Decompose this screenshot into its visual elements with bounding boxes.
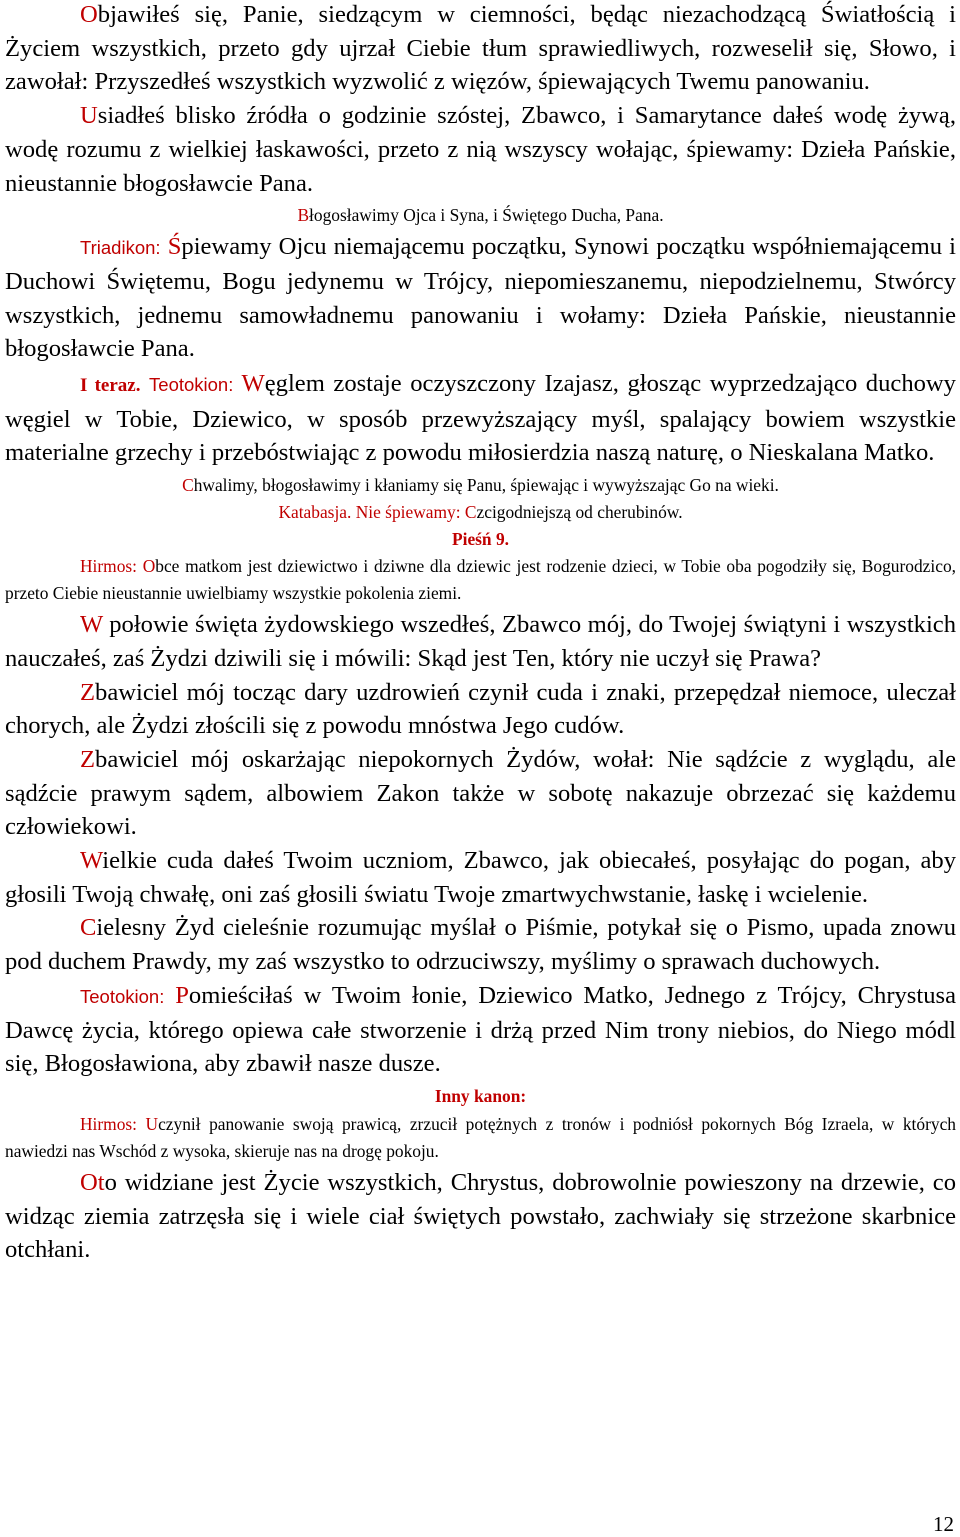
- paragraph-text: piewamy Ojcu niemającemu początku, Synowi początku współniemającemu i Duchowi Świętemu, Bogu jedynemu w Trójcy, niepomieszanemu, niepodzielnemu, Stwórcy wszystkich, jednemu samowładnemu panowaniu i wołamy: Dzieła Pańskie, nieustannie błogosławcie Pana.: [5, 233, 956, 363]
- katabasja-instruction: Nie śpiewamy:: [355, 502, 461, 523]
- initial-letter: Z: [80, 678, 96, 706]
- paragraph-text: połowie święta żydowskiego wszedłeś, Zbawco mój, do Twojej świątyni i wszystkich nauczałeś, zaś Żydzi dziwili się i mówili: Skąd jest Ten, który nie uczył się Prawa?: [5, 611, 956, 672]
- ode-heading: Pieśń 9.: [451, 529, 509, 550]
- paragraph-text: czynił panowanie swoją prawicą, zrzucił potężnych z tronów i podniósł pokornych Bóg Izraela, w których nawiedzi nas Wschód z wysoka, skieruje nas na drogę pokoju.: [5, 1113, 956, 1161]
- i-teraz-label: I teraz.: [80, 375, 141, 397]
- triadikon-paragraph: [5, 230, 956, 366]
- troparion-paragraph: [5, 676, 956, 743]
- katabasja-text: zcigodniejszą od cherubinów.: [476, 502, 683, 523]
- katabasja-line: [5, 499, 956, 526]
- paragraph-text: omieściłaś w Twoim łonie, Dziewico Matko, Jednego z Trójcy, Chrystusa Dawcę życia, którego opiewa całe stworzenie i drżą przed Nim trony niebios, do Niego módl się, Błogosławiona, aby zbawił nasze dusze.: [5, 981, 956, 1078]
- initial-letter: O: [142, 556, 156, 577]
- initial-letter: U: [145, 1113, 159, 1134]
- paragraph-text: bawiciel mój oskarżając niepokornych Żydów, wołał: Nie sądźcie z wyglądu, ale sądźcie prawym sądem, albowiem Zakon także w sobotę nakazuje obrzezać się każdemu człowiekowi.: [5, 745, 956, 841]
- troparion-paragraph: [5, 0, 956, 99]
- theotokion-paragraph: [5, 367, 956, 470]
- initial-letter: Ś: [167, 233, 182, 261]
- paragraph-text: bawiciel mój tocząc dary uzdrowień czynił cuda i znaki, przepędzał niemoce, uleczał chorych, ale Żydzi złościli się z powodu mnóstwa Jego cudów.: [5, 678, 956, 740]
- troparion-paragraph: [5, 844, 956, 911]
- initial-letter: C: [464, 502, 477, 523]
- refrain-text: hwalimy, błogosławimy i kłaniamy się Panu, śpiewając i wywyższając Go na wieki.: [193, 475, 779, 496]
- paragraph-text: siadłeś blisko źródła o godzinie szóstej, Zbawco, i Samarytance dałeś wodę żywą, wodę rozumu z wielkiej łaskawości, przeto z nią wszyscy wołając, śpiewamy: Dzieła Pańskie, nieustannie błogosławcie Pana.: [5, 102, 956, 197]
- initial-letter: C: [182, 475, 194, 496]
- troparion-paragraph: [5, 911, 956, 978]
- paragraph-text: ielkie cuda dałeś Twoim uczniom, Zbawco, jak obiecałeś, posyłając do pogan, aby głosili Twoją chwałę, oni zaś głosili światu Twoje zmartwychwstanie, łaskę i wcielenie.: [5, 847, 956, 908]
- initial-letter: W: [80, 611, 103, 639]
- paragraph-text: bce matkom jest dziewictwo i dziwne dla dziewic jest rodzenie dzieci, w Tobie oba pogodziły się, Bogurodzico, przeto Ciebie nieustannie uwielbiamy wszystkie pokolenia ziemi.: [5, 556, 956, 604]
- paragraph-text: ielesny Żyd cieleśnie rozumując myślał o Piśmie, potykał się o Pismo, upada znowu pod duchem Prawdy, my zaś wszystko to odrzuciwszy, myślimy o sprawach duchowych.: [5, 914, 956, 976]
- document-page: [5, 0, 956, 1267]
- initial-letter: Ot: [80, 1168, 105, 1196]
- triadikon-label: Triadikon:: [80, 237, 161, 259]
- initial-letter: W: [80, 847, 103, 875]
- katabasja-label: Katabasja.: [278, 502, 352, 523]
- paragraph-text: bjawiłeś się, Panie, siedzącym w ciemności, będąc niezachodzącą Światłością i Życiem wszystkich, przeto gdy ujrzał Ciebie tłum sprawiedliwych, rozweselił się, Słowo, i zawołał: Przyszedłeś wszystkich wyzwolić z więzów, śpiewających Twemu panowaniu.: [5, 1, 956, 96]
- theotokion-label: Teotokion:: [80, 985, 165, 1007]
- troparion-paragraph: [5, 608, 956, 675]
- initial-letter: O: [80, 1, 98, 28]
- hirmos-paragraph: [5, 1111, 956, 1165]
- troparion-paragraph: [5, 743, 956, 844]
- refrain-line: [5, 200, 956, 230]
- page-number: 12: [933, 1512, 954, 1536]
- theotokion-paragraph: [5, 979, 956, 1081]
- canon-heading: Inny kanon:: [434, 1085, 527, 1106]
- initial-letter: Z: [80, 745, 96, 773]
- refrain-line: [5, 472, 956, 499]
- initial-letter: W: [241, 370, 265, 398]
- hirmos-label: Hirmos:: [80, 1113, 138, 1134]
- initial-letter: U: [80, 102, 98, 130]
- paragraph-text: o widziane jest Życie wszystkich, Chrystus, dobrowolnie powieszony na drzewie, co widząc ziemia zatrzęsła się i wiele ciał świętych powstało, zachwiały się strzeżone skarbnice otchłani.: [5, 1168, 956, 1264]
- initial-letter: B: [297, 205, 310, 226]
- hirmos-label: Hirmos:: [80, 556, 138, 577]
- troparion-paragraph: [5, 99, 956, 200]
- refrain-text: łogosławimy Ojca i Syna, i Świętego Ducha, Pana.: [309, 205, 664, 226]
- hirmos-paragraph: [5, 553, 956, 607]
- initial-letter: C: [80, 914, 97, 942]
- troparion-paragraph: [5, 1166, 956, 1267]
- theotokion-label: Teotokion:: [149, 374, 234, 396]
- paragraph-text: ęglem zostaje oczyszczony Izajasz, głosząc wyprzedzająco duchowy węgiel w Tobie, Dziewico, w sposób przewyższający myśl, spalający bowiem wszystkie materialne grzechy i przebóstwiając z powodu miłosierdzia naszą naturę, o Nieskalana Matko.: [5, 370, 956, 467]
- initial-letter: P: [175, 981, 189, 1009]
